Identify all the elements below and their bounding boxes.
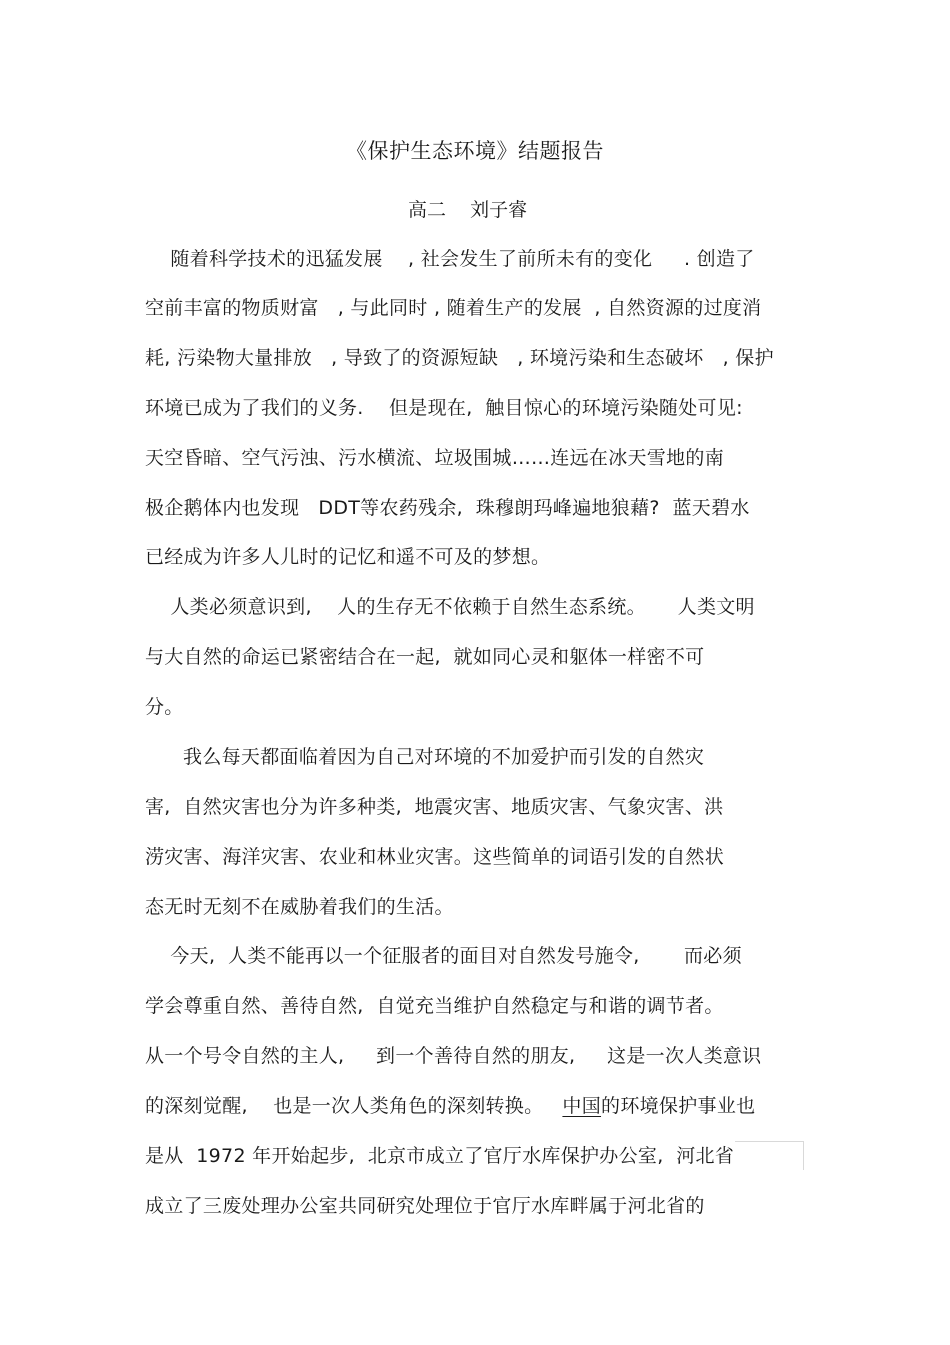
paragraph-line: 随着科学技术的迅猛发展 , 社会发生了前所未有的变化 . 创造了 xyxy=(145,248,755,270)
paragraph-line: 环境已成为了我们的义务. 但是现在, 触目惊心的环境污染随处可见: xyxy=(145,397,743,419)
paragraph-line: 学会尊重自然、善待自然, 自觉充当维护自然稳定与和谐的调节者。 xyxy=(145,995,724,1017)
paragraph-line: 涝灾害、海洋灾害、农业和林业灾害。这些简单的词语引发的自然状 xyxy=(145,846,725,868)
paragraph-line: 是从 1972 年开始起步, 北京市成立了官厅水库保护办公室, 河北省 xyxy=(145,1145,735,1167)
paragraph-line: 天空昏暗、空气污浊、污水横流、垃圾围城……连远在冰天雪地的南 xyxy=(145,447,725,469)
paragraph-line xyxy=(145,1092,755,1120)
line-text: 的深刻觉醒, 也是一次人类角色的深刻转换。 xyxy=(145,1095,563,1117)
paragraph-line: 已经成为许多人儿时的记忆和遥不可及的梦想。 xyxy=(145,546,551,568)
paragraph-line: 今天, 人类不能再以一个征服者的面目对自然发号施令, 而必须 xyxy=(145,945,742,967)
paragraph-line: 空前丰富的物质财富 , 与此同时 , 随着生产的发展 , 自然资源的过度消 xyxy=(145,297,762,319)
paragraph-line: 从一个号令自然的主人, 到一个善待自然的朋友, 这是一次人类意识 xyxy=(145,1045,762,1067)
paragraph-line: 与大自然的命运已紧密结合在一起, 就如同心灵和躯体一样密不可 xyxy=(145,646,705,668)
line-text: 的环境保护事业也 xyxy=(601,1095,756,1117)
comment-box-mark xyxy=(735,1141,804,1170)
document-author: 高二 刘子睿 xyxy=(408,199,528,221)
paragraph-line: 态无时无刻不在威胁着我们的生活。 xyxy=(145,896,454,918)
paragraph-line: 极企鹅体内也发现 DDT等农药残余, 珠穆朗玛峰遍地狼藉? 蓝天碧水 xyxy=(145,497,750,519)
underlined-word: 中国 xyxy=(562,1095,602,1117)
paragraph-line: 分。 xyxy=(145,696,184,718)
paragraph-line: 耗, 污染物大量排放 , 导致了的资源短缺 , 环境污染和生态破坏 , 保护 xyxy=(145,347,774,369)
paragraph-line: 人类必须意识到, 人的生存无不依赖于自然生态系统。 人类文明 xyxy=(145,596,755,618)
paragraph-line: 成立了三废处理办公室共同研究处理位于官厅水库畔属于河北省的 xyxy=(145,1195,705,1217)
paragraph-line: 害, 自然灾害也分为许多种类, 地震灾害、地质灾害、气象灾害、洪 xyxy=(145,796,724,818)
document-title: 《保护生态环境》结题报告 xyxy=(346,139,604,163)
paragraph-line: 我么每天都面临着因为自己对环境的不加爱护而引发的自然灾 xyxy=(145,746,705,768)
